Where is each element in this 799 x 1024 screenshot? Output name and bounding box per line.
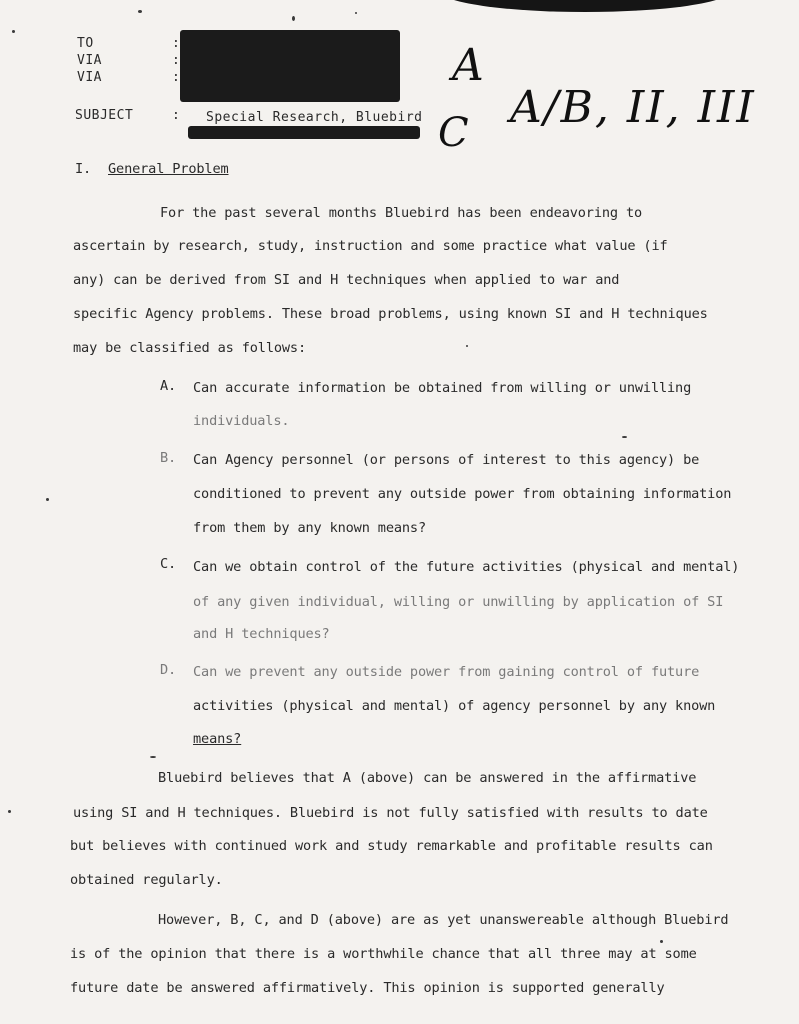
speck [150,756,156,758]
ink-stain [440,0,730,12]
speck [8,810,11,813]
via-label: VIA [77,53,102,68]
paragraph-line: but believes with continued work and study remarkable and profitable results can [70,838,713,854]
item-line: means? [193,731,242,747]
redaction-block [180,30,400,102]
speck [355,12,357,14]
colon: : [172,108,181,123]
section-title: General Problem [108,161,229,177]
item-line: of any given individual, willing or unwilling by application of SI [193,594,724,610]
colon: : [172,53,181,68]
colon: : [172,70,181,85]
via-label-2: VIA [77,70,102,85]
section-number: I. [75,161,92,177]
to-label: TO [77,36,94,51]
item-letter: A. [160,378,177,394]
item-line: individuals. [193,413,290,429]
speck [138,10,142,13]
speck [660,940,663,943]
handwritten-c: C [438,110,469,156]
speck [622,436,627,438]
item-line: Can accurate information be obtained from willing or unwilling [193,380,692,396]
subject-text: Special Research, Bluebird [206,110,423,125]
item-line: conditioned to prevent any outside power from obtaining information [193,486,732,502]
paragraph-line: using SI and H techniques. Bluebird is not fully satisfied with results to date [73,805,708,821]
item-line: Can we prevent any outside power from gaining control of future [193,664,700,680]
paragraph-line: any) can be derived from SI and H techniques when applied to war and [73,272,620,288]
paragraph-line: is of the opinion that there is a worthwhile chance that all three may at some [70,946,697,962]
item-line: activities (physical and mental) of agency personnel by any known [193,698,716,714]
handwritten-code: A/B, II, III [510,82,756,133]
paragraph-line: may be classified as follows: [73,340,306,356]
item-line: and H techniques? [193,626,330,642]
paragraph-line: However, B, C, and D (above) are as yet unanswereable although Bluebird [158,912,729,928]
item-line: Can Agency personnel (or persons of interest to this agency) be [193,452,700,468]
handwritten-a: A [452,40,484,91]
item-letter: C. [160,556,177,572]
speck [292,16,295,21]
speck [12,30,15,33]
subject-label: SUBJECT [75,108,134,123]
item-line: from them by any known means? [193,520,426,536]
paragraph-line: Bluebird believes that A (above) can be answered in the affirmative [158,770,697,786]
item-line: Can we obtain control of the future activities (physical and mental) [193,559,740,575]
item-letter: D. [160,662,177,678]
redaction-block [188,126,420,139]
speck [46,498,49,501]
colon: : [172,36,181,51]
paragraph-line: specific Agency problems. These broad problems, using known SI and H techniques [73,306,708,322]
paragraph-line: For the past several months Bluebird has been endeavoring to [160,205,643,221]
paragraph-line: ascertain by research, study, instruction and some practice what value (if [73,238,668,254]
paragraph-line: future date be answered affirmatively. This opinion is supported generally [70,980,665,996]
paragraph-line: obtained regularly. [70,872,223,888]
item-letter: B. [160,450,177,466]
speck [466,345,468,347]
